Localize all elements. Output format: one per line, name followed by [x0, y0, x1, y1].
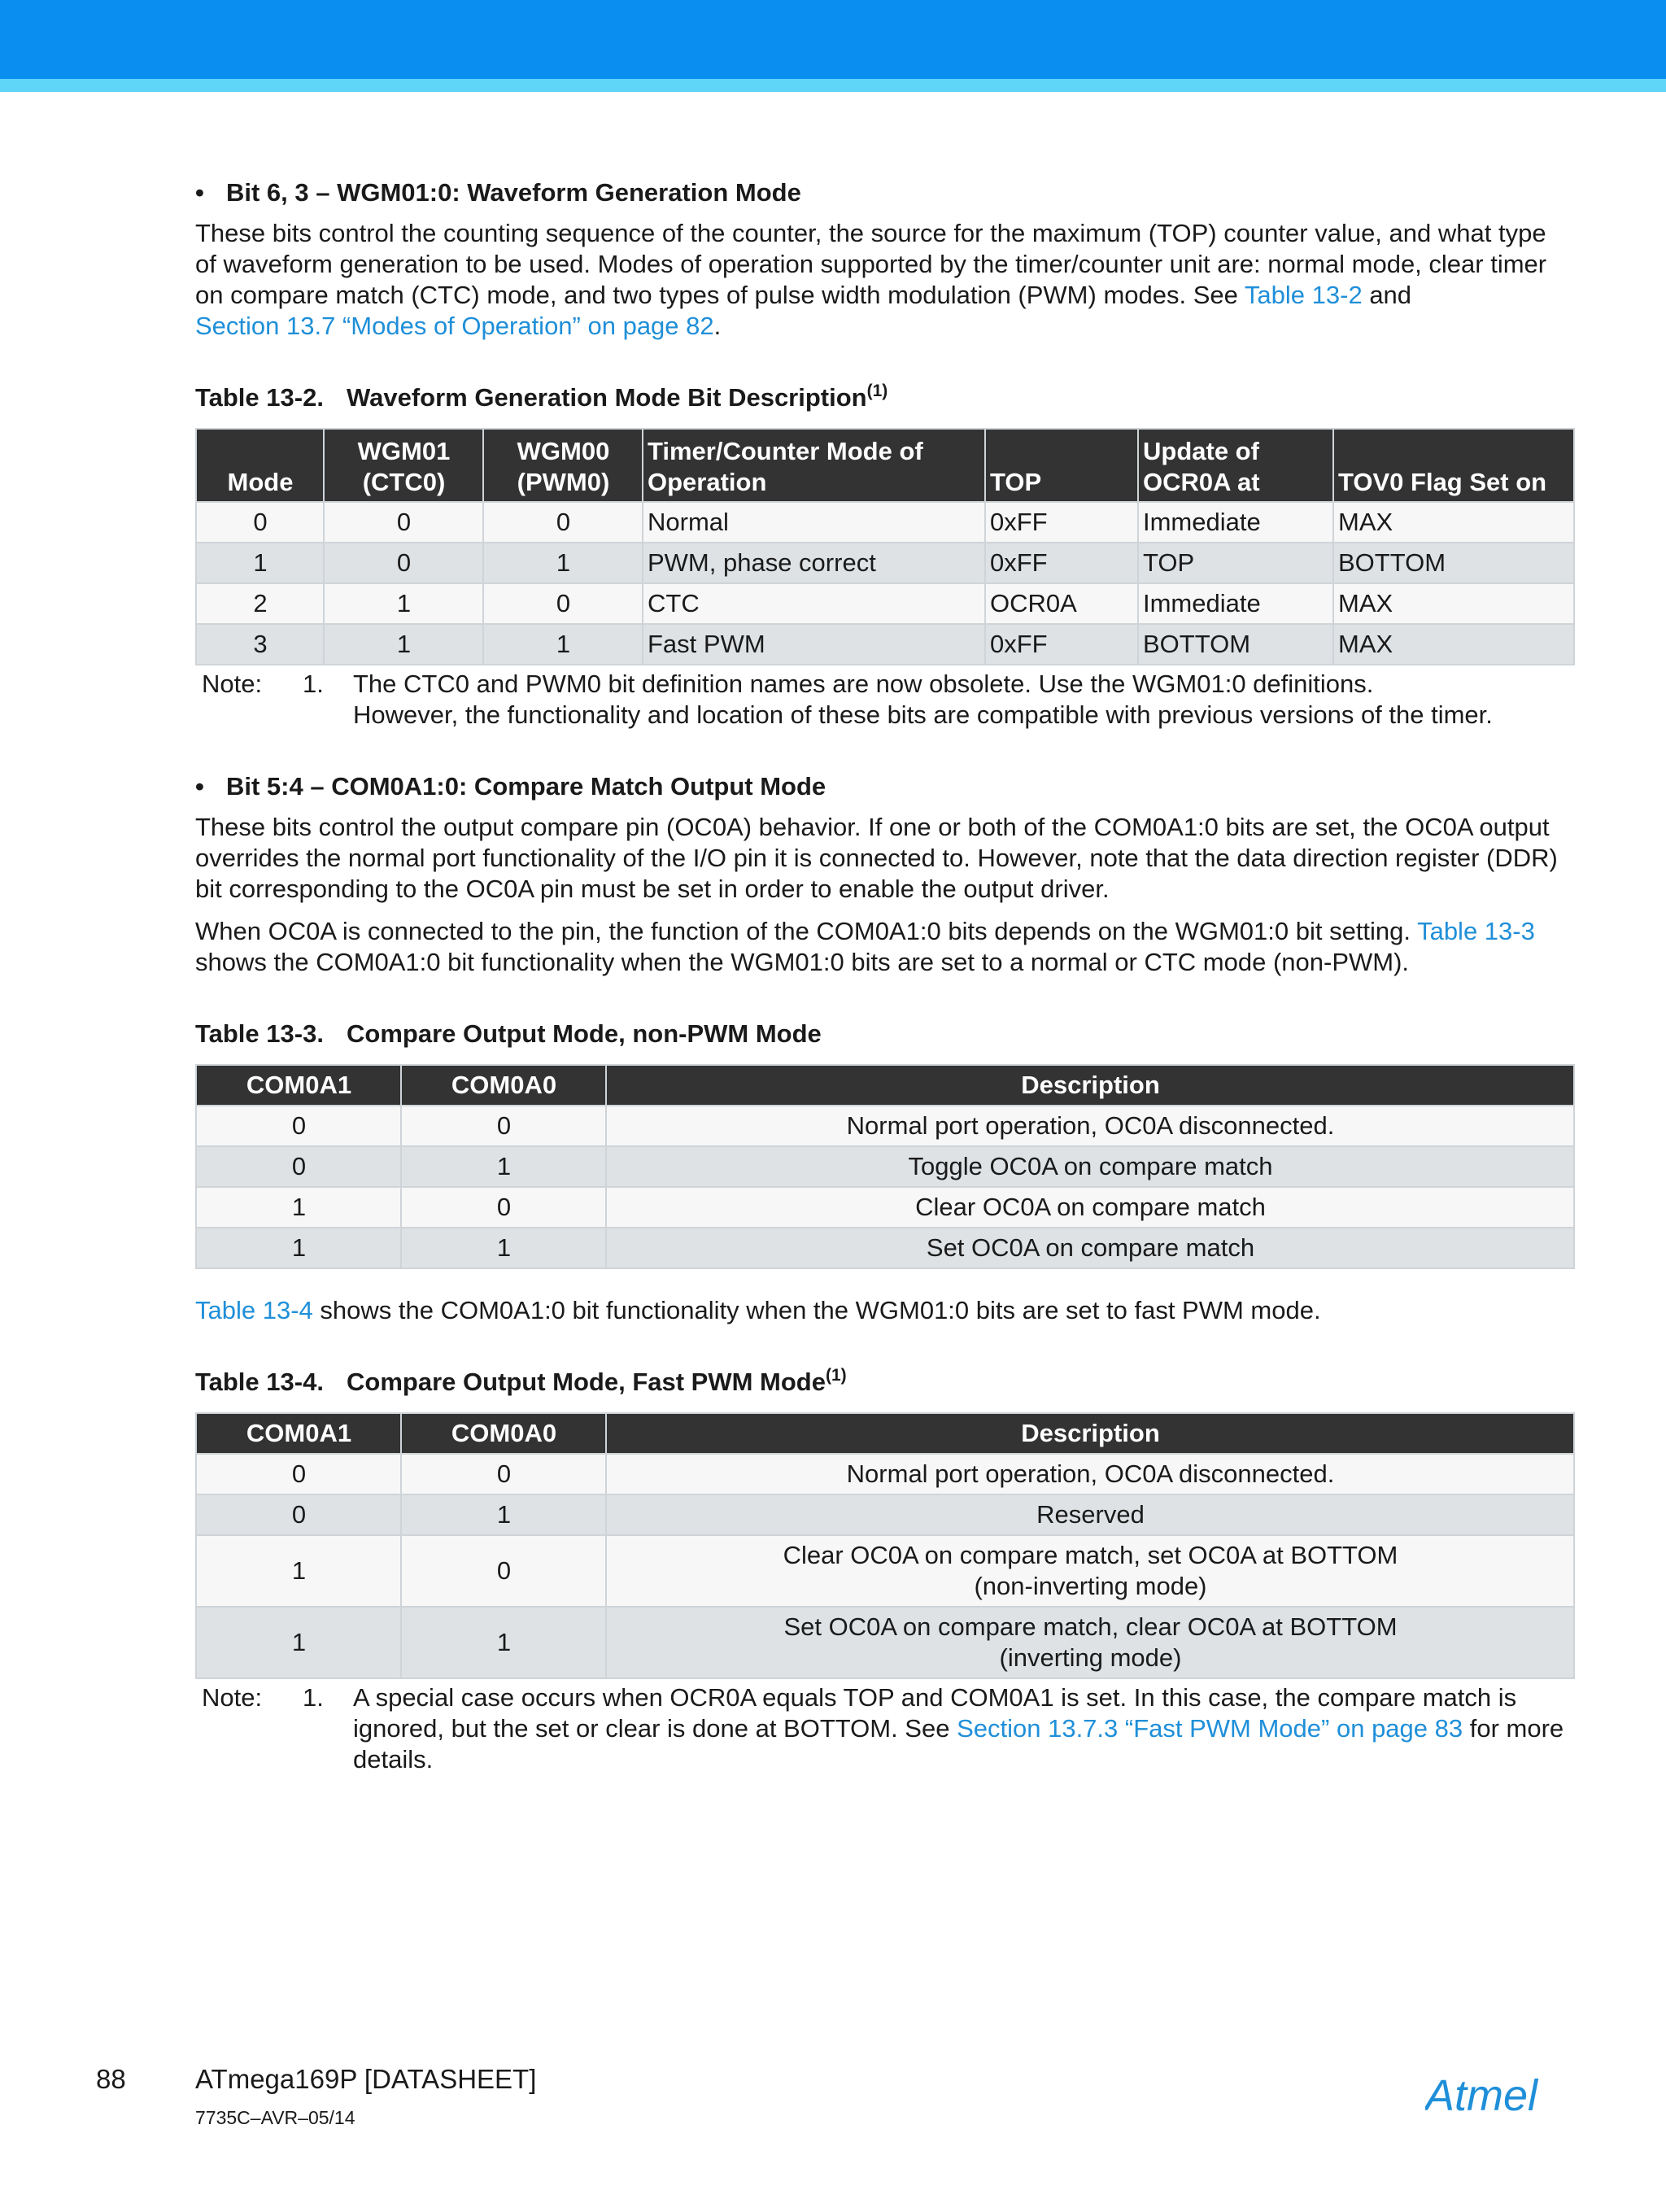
- table-cell: Normal port operation, OC0A disconnected.: [606, 1454, 1574, 1494]
- table-13-2-caption: Table 13-2. Waveform Generation Mode Bit Description$^{(1)}$: [195, 382, 888, 412]
- table-cell: 0: [324, 502, 483, 543]
- com-paragraph-1: These bits control the output compare pin (OC0A) behavior. If one or both of the COM0A1:0 bits are set, the OC0A output overrides the normal port functionality of the I/O pin it is connected to. However, note that the data direction register (DDR) bit corresponding to the OC0A pin must be set in order to enable the output driver.: [195, 813, 1558, 903]
- table-row: [196, 1607, 1574, 1678]
- wgm-heading: • Bit 6, 3 – WGM01:0: Waveform Generation Mode: [195, 178, 801, 207]
- compare-output-non-pwm-table: [195, 1064, 1575, 1269]
- col-header-com0a1: COM0A1: [196, 1413, 401, 1454]
- table-header-row: [196, 429, 1574, 502]
- col-header-com0a1: COM0A1: [196, 1065, 401, 1106]
- table-cell: 1: [196, 543, 324, 583]
- table-cell: PWM, phase correct: [643, 543, 985, 583]
- table-cell: MAX: [1333, 502, 1574, 543]
- table-cell: 0: [196, 1454, 401, 1494]
- table-cell: 0: [401, 1106, 606, 1146]
- table-cell: Set OC0A on compare match, clear OC0A at BOTTOM (inverting mode): [606, 1607, 1574, 1678]
- table-row: [196, 1535, 1574, 1607]
- link-section-13-7[interactable]: Section 13.7 “Modes of Operation” on page 82: [195, 312, 714, 340]
- table-cell: BOTTOM: [1138, 624, 1333, 665]
- table-cell: 1: [483, 543, 643, 583]
- header-bar: [0, 0, 1666, 79]
- table-cell: 1: [401, 1146, 606, 1187]
- table-row: [196, 1187, 1574, 1228]
- compare-output-fast-pwm-table: [195, 1412, 1575, 1679]
- table-cell: Immediate: [1138, 502, 1333, 543]
- table-cell: Fast PWM: [643, 624, 985, 665]
- table-13-4-note: Note: 1. A special case occurs when OCR0A equals TOP and COM0A1 is set. In this case, the compare match is ignored, but the set or clear is done at BOTTOM. See Section 13.7.3 “Fast PWM Mode” on page 83 for more details.: [202, 1683, 1564, 1774]
- table-cell: 0: [196, 502, 324, 543]
- table-cell: 2: [196, 583, 324, 624]
- atmel-logo: [1425, 2073, 1573, 2117]
- table-cell: OCR0A: [985, 583, 1138, 624]
- table-cell: 1: [401, 1607, 606, 1678]
- col-header-mode: Mode: [196, 429, 324, 502]
- table-cell: 0: [196, 1494, 401, 1535]
- col-header-wgm00: WGM00 (PWM0): [483, 429, 643, 502]
- table-13-4-caption: Table 13-4. Compare Output Mode, Fast PWM Mode$^{(1)}$: [195, 1366, 847, 1396]
- table-cell: 0: [401, 1454, 606, 1494]
- table-13-4-intro: Table 13-4 shows the COM0A1:0 bit functionality when the WGM01:0 bits are set to fast PWM mode.: [195, 1296, 1321, 1324]
- table-cell: Normal: [643, 502, 985, 543]
- table-cell: 1: [196, 1187, 401, 1228]
- table-cell: 3: [196, 624, 324, 665]
- table-cell: 0: [483, 583, 643, 624]
- page-number: 88: [96, 2064, 126, 2094]
- table-cell: 0: [401, 1187, 606, 1228]
- table-cell: 0: [324, 543, 483, 583]
- table-row: [196, 1146, 1574, 1187]
- table-cell: 0: [483, 502, 643, 543]
- document-title: ATmega169P [DATASHEET]: [195, 2064, 537, 2094]
- table-cell: Reserved: [606, 1494, 1574, 1535]
- table-cell: 1: [196, 1607, 401, 1678]
- com-heading: • Bit 5:4 – COM0A1:0: Compare Match Output Mode: [195, 772, 826, 801]
- col-header-top: TOP: [985, 429, 1138, 502]
- table-cell: Clear OC0A on compare match, set OC0A at BOTTOM (non-inverting mode): [606, 1535, 1574, 1607]
- atmel-logo-text: Atmel: [1425, 2073, 1538, 2117]
- table-cell: 0xFF: [985, 502, 1138, 543]
- table-cell: 1: [324, 583, 483, 624]
- table-cell: MAX: [1333, 583, 1574, 624]
- table-row: [196, 624, 1574, 665]
- link-table-13-4[interactable]: Table 13-4: [195, 1296, 313, 1324]
- wgm-paragraph: These bits control the counting sequence of the counter, the source for the maximum (TOP) counter value, and what type of waveform generation to be used. Modes of operation supported by the timer/counter unit are: normal mode, clear timer on compare match (CTC) mode, and two types of pulse width modulation (PWM) modes. See Table 13-2 and Section 13.7 “Modes of Operation” on page 82.: [195, 219, 1547, 340]
- table-cell: 0xFF: [985, 624, 1138, 665]
- page-content: [195, 177, 1573, 1775]
- table-cell: Immediate: [1138, 583, 1333, 624]
- table-13-2-note: Note: 1. The CTC0 and PWM0 bit definition names are now obsolete. Use the WGM01:0 definitions. However, the functionality and location of these bits are compatible with previous versions of the timer.: [202, 670, 1493, 729]
- table-row: [196, 1494, 1574, 1535]
- table-row: [196, 1106, 1574, 1146]
- link-section-13-7-3[interactable]: Section 13.7.3 “Fast PWM Mode” on page 83: [957, 1714, 1463, 1743]
- table-cell: 0: [196, 1146, 401, 1187]
- table-cell: TOP: [1138, 543, 1333, 583]
- table-header-row: [196, 1413, 1574, 1454]
- table-row: [196, 502, 1574, 543]
- table-row: [196, 543, 1574, 583]
- waveform-generation-table: [195, 428, 1575, 665]
- table-row: [196, 1228, 1574, 1268]
- table-cell: Normal port operation, OC0A disconnected.: [606, 1106, 1574, 1146]
- table-cell: 1: [401, 1228, 606, 1268]
- document-code: 7735C–AVR–05/14: [195, 2107, 355, 2128]
- table-row: [196, 583, 1574, 624]
- table-cell: 1: [196, 1535, 401, 1607]
- table-cell: Set OC0A on compare match: [606, 1228, 1574, 1268]
- table-cell: 0: [196, 1106, 401, 1146]
- table-cell: BOTTOM: [1333, 543, 1574, 583]
- col-header-update-ocr0a: Update of OCR0A at: [1138, 429, 1333, 502]
- table-row: [196, 1454, 1574, 1494]
- col-header-wgm01: WGM01 (CTC0): [324, 429, 483, 502]
- col-header-com0a0: COM0A0: [401, 1413, 606, 1454]
- header-bar-edge: [0, 79, 1666, 92]
- link-table-13-3[interactable]: Table 13-3: [1417, 917, 1535, 945]
- table-cell: 1: [196, 1228, 401, 1268]
- table-cell: 1: [401, 1494, 606, 1535]
- col-header-mode-of-operation: Timer/Counter Mode of Operation: [643, 429, 985, 502]
- col-header-tov0-flag: TOV0 Flag Set on: [1333, 429, 1574, 502]
- table-header-row: [196, 1065, 1574, 1106]
- com-paragraph-2: When OC0A is connected to the pin, the function of the COM0A1:0 bits depends on the WGM01:0 bit setting. Table 13-3 shows the COM0A1:0 bit functionality when the WGM01:0 bits are set to a normal or CTC mode (non-PWM).: [195, 917, 1535, 976]
- col-header-description: Description: [606, 1413, 1574, 1454]
- table-13-3-caption: Table 13-3. Compare Output Mode, non-PWM Mode: [195, 1019, 822, 1048]
- table-cell: 0: [401, 1535, 606, 1607]
- table-cell: 0xFF: [985, 543, 1138, 583]
- table-cell: MAX: [1333, 624, 1574, 665]
- col-header-description: Description: [606, 1065, 1574, 1106]
- table-cell: 1: [324, 624, 483, 665]
- col-header-com0a0: COM0A0: [401, 1065, 606, 1106]
- table-cell: Clear OC0A on compare match: [606, 1187, 1574, 1228]
- table-cell: Toggle OC0A on compare match: [606, 1146, 1574, 1187]
- link-table-13-2[interactable]: Table 13-2: [1244, 281, 1363, 309]
- table-cell: 1: [483, 624, 643, 665]
- table-cell: CTC: [643, 583, 985, 624]
